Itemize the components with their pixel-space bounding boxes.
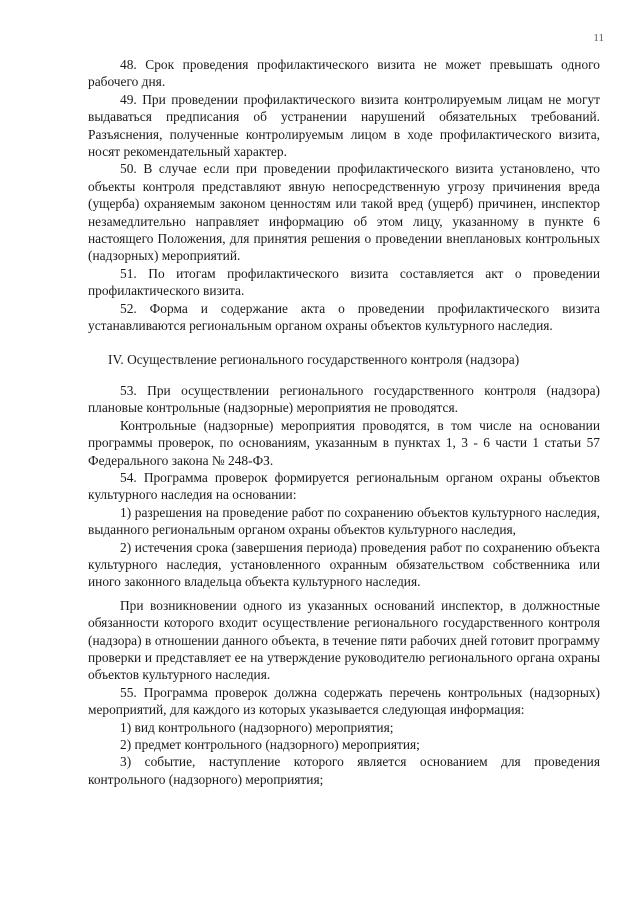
list-item-54-1: 1) разрешения на проведение работ по сохранению объектов культурного наследия, выданного региональным органом охраны объектов культурного наследия, xyxy=(88,504,600,538)
section-heading: IV. Осуществление регионального государственного контроля (надзора) xyxy=(108,351,520,367)
list-item-55-2: 2) предмет контрольного (надзорного) мероприятия; xyxy=(120,737,420,753)
paragraph-49: 49. При проведении профилактического визита контролируемым лицам не могут выдаваться предписания об устранении нарушений обязательных требований. Разъяснения, полученные контролируемым лицом в ходе профилактического визита, носят рекомендательный характер. xyxy=(88,91,600,160)
list-item-55-3: 3) событие, наступление которого является основанием для проведения контрольного (надзорного) мероприятия; xyxy=(88,754,600,787)
paragraph-50: 50. В случае если при проведении профилактического визита установлено, что объекты контроля представляют явную непосредственную угрозу причинения вреда (ущерба) охраняемым законом ценностям или такой вред (ущерб) причинен, инспектор незамедлительно направляет информацию об этом лицу, указанному в пункте 6 настоящего Положения, для принятия решения о проведении внеплановых контрольных (надзорных) мероприятий. xyxy=(88,161,600,264)
paragraph-54-continued: При возникновении одного из указанных оснований инспектор, в должностные обязанности которого входит осуществление регионального государственного контроля (надзора) в отношении данного объекта, в течение пяти рабочих дней готовит программу проверки и представляет ее на утверждение руководителю регионального органа охраны объектов культурного наследия. xyxy=(88,597,600,683)
paragraph-48: 48. Срок проведения профилактического визита не может превышать одного рабочего дня. xyxy=(88,57,600,90)
paragraph-55: 55. Программа проверок должна содержать перечень контрольных (надзорных) мероприятий, для каждого из которых указывается следующая информация: xyxy=(88,684,600,718)
list-item-54-2: 2) истечения срока (завершения периода) проведения работ по сохранению объекта культурного наследия, установленного охранным обязательством собственника или иного законного владельца объекта культурного наследия. xyxy=(88,539,600,590)
paragraph-52: 52. Форма и содержание акта о проведении профилактического визита устанавливаются региональным органом охраны объектов культурного наследия. xyxy=(88,300,600,334)
page-number: 11 xyxy=(593,32,604,44)
paragraph-51: 51. По итогам профилактического визита составляется акт о проведении профилактического визита. xyxy=(88,265,600,299)
paragraph-53-continued: Контрольные (надзорные) мероприятия проводятся, в том числе на основании программы проверок, по основаниям, указанным в пунктах 1, 3 - 6 части 1 статьи 57 Федерального закона № 248-ФЗ. xyxy=(88,417,600,468)
document-body xyxy=(88,56,600,788)
paragraph-53: 53. При осуществлении регионального государственного контроля (надзора) плановые контрольные (надзорные) мероприятия не проводятся. xyxy=(88,382,600,416)
list-item-55-1: 1) вид контрольного (надзорного) мероприятия; xyxy=(120,719,394,735)
paragraph-54: 54. Программа проверок формируется региональным органом охраны объектов культурного наследия на основании: xyxy=(88,469,600,503)
